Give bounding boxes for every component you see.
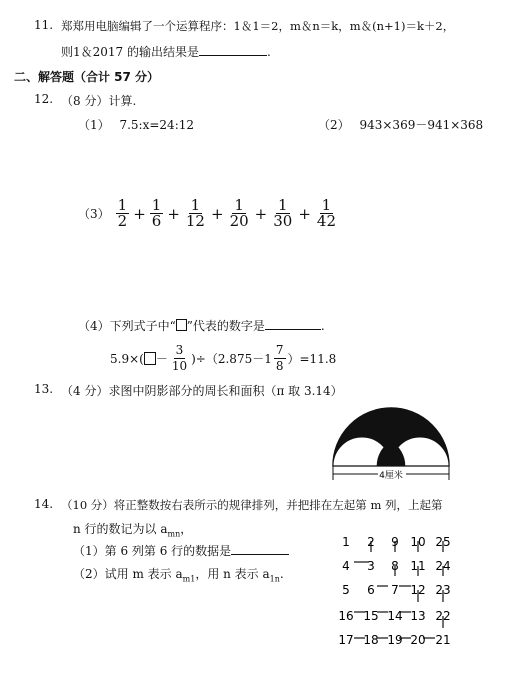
fraction-numerator: 1 xyxy=(117,196,128,214)
q14-part2-sub2: 1n xyxy=(269,574,280,584)
fraction xyxy=(170,343,189,374)
grid-number: 12 xyxy=(410,583,426,597)
q11-line1: 郑郑用电脑编辑了一个运算程序：1＆1＝2，m＆n＝k，m＆(n+1)＝k＋2， xyxy=(61,19,455,33)
grid-number: 14 xyxy=(387,609,403,623)
grid-number: 25 xyxy=(435,535,451,549)
q12-part3-sum xyxy=(78,198,340,229)
q12-part4 xyxy=(78,317,325,334)
grid-number: 5 xyxy=(342,583,350,597)
grid-number: 15 xyxy=(363,609,379,623)
q12-intro: （8 分）计算. xyxy=(61,94,137,108)
section-heading: 二、解答题（合计 57 分） xyxy=(14,70,160,84)
shaded-semicircle-figure xyxy=(326,404,456,484)
grid-number: 20 xyxy=(410,633,426,647)
q12-part4-period: . xyxy=(320,319,325,333)
fraction xyxy=(184,198,207,229)
square-placeholder-icon xyxy=(144,352,156,365)
q14-line1: （10 分）将正整数按右表所示的规律排列，并把排在左起第 m 列，上起第 xyxy=(61,498,443,512)
plus-sign: + xyxy=(210,204,224,223)
q12-part1 xyxy=(78,116,194,133)
fraction xyxy=(228,198,251,229)
grid-number: 2 xyxy=(367,535,375,549)
q14-part1 xyxy=(73,542,289,559)
grid-number: 4 xyxy=(342,559,350,573)
eq-part-b: )÷（2.875－1 xyxy=(191,352,272,366)
q12-part4-equation xyxy=(110,343,336,374)
fraction xyxy=(150,198,164,229)
eq-part-a: 5.9×( xyxy=(110,351,144,366)
q11-period: . xyxy=(267,45,271,59)
fraction-numerator: 1 xyxy=(278,196,288,214)
fraction-denominator: 30 xyxy=(273,212,293,230)
q14-part2-c: . xyxy=(279,567,284,581)
plus-sign: + xyxy=(167,204,180,223)
grid-number: 6 xyxy=(367,583,375,597)
fraction-denominator: 6 xyxy=(151,212,162,230)
fraction-numerator: 1 xyxy=(321,196,332,214)
q12-part2-label: （2） xyxy=(318,118,350,132)
q12-part2-expr: 943×369－941×368 xyxy=(359,118,484,132)
grid-number: 9 xyxy=(391,535,399,549)
fraction-numerator: 7 xyxy=(275,343,284,357)
q12-part4-answer-blank[interactable] xyxy=(265,329,321,330)
q11-answer-blank[interactable] xyxy=(199,55,267,56)
grid-number: 19 xyxy=(387,633,403,647)
fraction-denominator: 42 xyxy=(316,212,336,230)
eq-minus: － xyxy=(155,352,168,366)
plus-sign: + xyxy=(133,204,146,223)
grid-number: 16 xyxy=(338,609,354,623)
fraction-denominator: 12 xyxy=(185,212,205,230)
number-arrangement-grid xyxy=(324,532,474,652)
q12-part3-label: （3） xyxy=(78,207,110,221)
grid-number: 24 xyxy=(435,559,451,573)
q14-line2-text: n 行的数记为以 a xyxy=(73,522,168,536)
grid-number: 11 xyxy=(410,559,426,573)
q11-line2-text: 则1＆2017 的输出结果是 xyxy=(61,45,199,59)
q14-part2-sub1: m1 xyxy=(182,574,196,584)
q12-number: 12. xyxy=(34,92,54,106)
grid-number: 7 xyxy=(391,583,399,597)
fraction-denominator: 2 xyxy=(117,212,128,230)
fraction-numerator: 1 xyxy=(234,196,244,214)
plus-sign: + xyxy=(254,204,268,223)
grid-number: 10 xyxy=(410,535,426,549)
q14-line2-end: ， xyxy=(180,522,193,536)
fraction-numerator: 1 xyxy=(151,196,162,214)
q12-part2 xyxy=(318,116,483,133)
q14-part2-b: ，用 n 表示 a xyxy=(195,567,270,581)
q12-part4-label: （4） xyxy=(78,319,110,333)
q12-part4-text-b: ”代表的数字是 xyxy=(186,319,265,333)
q13-number: 13. xyxy=(34,382,54,396)
q14-part2 xyxy=(73,565,284,583)
grid-number: 13 xyxy=(410,609,426,623)
grid-number: 23 xyxy=(435,583,451,597)
grid-number: 3 xyxy=(367,559,375,573)
fraction xyxy=(271,198,294,229)
fraction xyxy=(116,198,130,229)
q14-part1-answer-blank[interactable] xyxy=(231,554,289,555)
figure-dimension-label: 4厘米 xyxy=(379,471,403,481)
square-placeholder-icon xyxy=(176,319,187,331)
grid-number: 22 xyxy=(435,609,451,623)
q11-number: 11. xyxy=(34,18,54,32)
q12-part1-expr: 7.5:x=24:12 xyxy=(119,118,194,132)
q12-part1-label: （1） xyxy=(78,118,110,132)
q14-part2-a: （2）试用 m 表示 a xyxy=(73,567,183,581)
fraction xyxy=(274,343,286,374)
grid-number: 17 xyxy=(338,633,354,647)
grid-number: 8 xyxy=(391,559,399,573)
fraction-numerator: 3 xyxy=(175,343,184,357)
fraction-numerator: 1 xyxy=(190,196,201,214)
grid-number: 1 xyxy=(342,535,350,549)
plus-sign: + xyxy=(298,204,311,223)
q14-part1-text: （1）第 6 列第 6 行的数据是 xyxy=(73,544,232,558)
grid-number: 18 xyxy=(363,633,379,647)
q13-text: （4 分）求图中阴影部分的周长和面积（π 取 3.14） xyxy=(61,384,343,398)
grid-number: 21 xyxy=(435,633,451,647)
fraction-denominator: 20 xyxy=(229,212,249,230)
q12-part3 xyxy=(78,198,340,229)
fraction-denominator: 10 xyxy=(171,359,188,373)
q14-line2 xyxy=(73,520,192,538)
q12-part4-text-a: 下列式子中“ xyxy=(109,319,176,333)
fraction-denominator: 8 xyxy=(275,359,284,373)
q14-line2-sub: mn xyxy=(167,529,181,539)
q11-line2 xyxy=(61,43,271,60)
eq-part-c: ）=11.8 xyxy=(287,352,337,366)
fraction xyxy=(315,198,338,229)
q14-number: 14. xyxy=(34,497,54,511)
